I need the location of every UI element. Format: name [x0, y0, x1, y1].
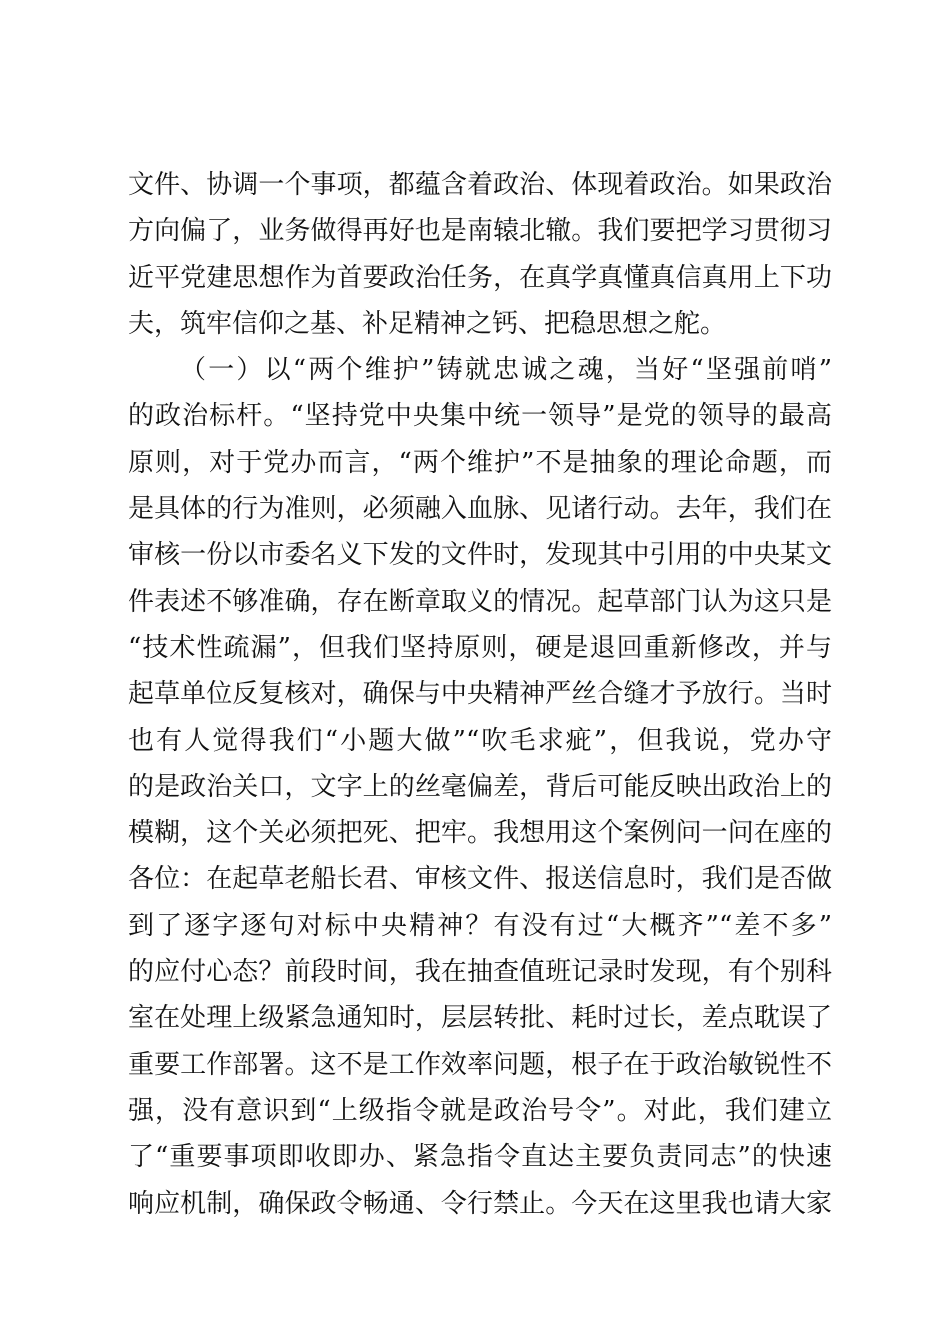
body-text: [128, 162, 832, 1227]
text-line: 的政治标杆。“坚持党中央集中统一领导”是党的领导的最高: [128, 401, 832, 432]
text-line: 重要工作部署。这不是工作效率问题，根子在于政治敏锐性不: [128, 1049, 832, 1080]
text-line: 也有人觉得我们“小题大做”“吹毛求疵”，但我说，党办守: [128, 725, 832, 756]
text-line: 件表述不够准确，存在断章取义的情况。起草部门认为这只是: [128, 586, 832, 617]
text-line: 各位：在起草老船长君、审核文件、报送信息时，我们是否做: [128, 864, 832, 895]
text-line: 夫，筑牢信仰之基、补足精神之钙、把稳思想之舵。: [128, 308, 727, 339]
text-line: 强，没有意识到“上级指令就是政治号令”。对此，我们建立: [128, 1095, 832, 1126]
text-line: 近平党建思想作为首要政治任务，在真学真懂真信真用上下功: [128, 262, 832, 293]
text-line: 方向偏了，业务做得再好也是南辕北辙。我们要把学习贯彻习: [128, 216, 832, 247]
text-line: 原则，对于党办而言，“两个维护”不是抽象的理论命题，而: [128, 447, 832, 478]
text-line: 的是政治关口，文字上的丝毫偏差，背后可能反映出政治上的: [128, 771, 832, 802]
text-line: 审核一份以市委名义下发的文件时，发现其中引用的中央某文: [128, 540, 832, 571]
paragraph-heading-line: （一）以“两个维护”铸就忠诚之魂，当好“坚强前哨”: [180, 355, 832, 386]
text-line: 模糊，这个关必须把死、把牢。我想用这个案例问一问在座的: [128, 818, 832, 849]
text-line: 室在处理上级紧急通知时，层层转批、耗时过长，差点耽误了: [128, 1003, 832, 1034]
text-line: 的应付心态？前段时间，我在抽查值班记录时发现，有个别科: [128, 957, 832, 988]
text-line: “技术性疏漏”，但我们坚持原则，硬是退回重新修改，并与: [128, 632, 832, 663]
text-line: 响应机制，确保政令畅通、令行禁止。今天在这里我也请大家: [128, 1188, 832, 1219]
text-line: 了“重要事项即收即办、紧急指令直达主要负责同志”的快速: [128, 1142, 832, 1173]
text-line: 是具体的行为准则，必须融入血脉、见诸行动。去年，我们在: [128, 494, 832, 525]
text-line: 文件、协调一个事项，都蕴含着政治、体现着政治。如果政治: [128, 170, 832, 200]
text-line: 起草单位反复核对，确保与中央精神严丝合缝才予放行。当时: [128, 679, 832, 710]
text-line: 到了逐字逐句对标中央精神？有没有过“大概齐”“差不多”: [128, 910, 832, 941]
